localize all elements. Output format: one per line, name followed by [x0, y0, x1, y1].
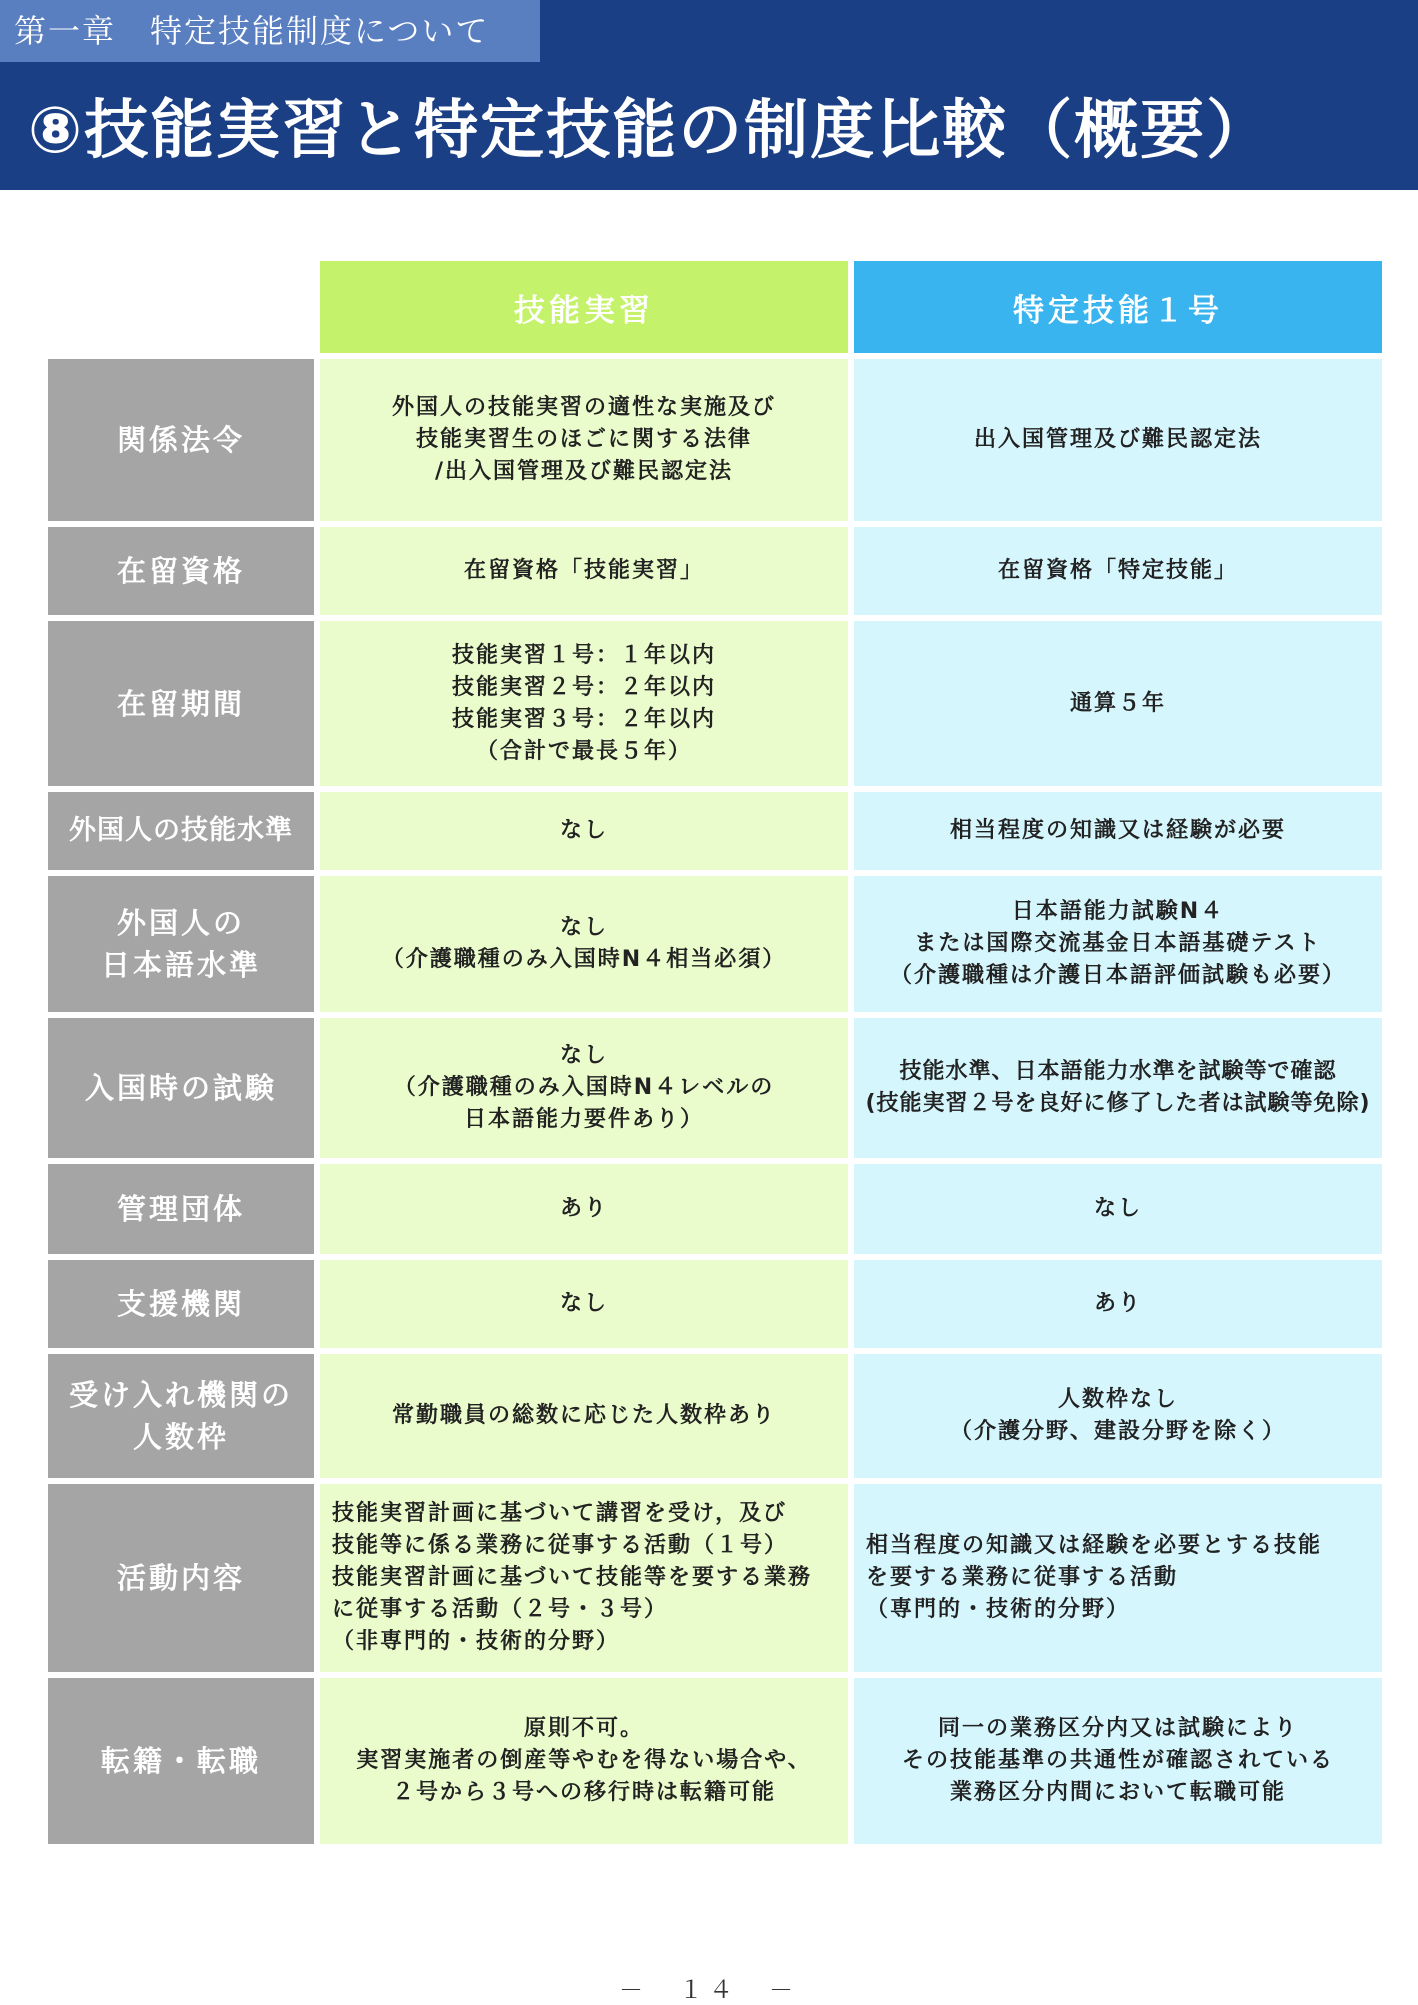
row-header-japanese-level: 外国人の 日本語水準 — [48, 876, 314, 1012]
column-header-technical-intern: 技能実習 — [320, 261, 848, 353]
row-header-residence-status: 在留資格 — [48, 527, 314, 615]
row-header-entry-exam: 入国時の試験 — [48, 1018, 314, 1158]
table-cell-technical-intern: なし （介護職種のみ入国時N４相当必須） — [320, 876, 848, 1012]
page-title: ⑧技能実習と特定技能の制度比較（概要） — [28, 94, 1273, 168]
table-cell-technical-intern: 技能実習計画に基づいて講習を受け，及び 技能等に係る業務に従事する活動（１号） 技能実習計画に基づいて技能等を要する業務 に従事する活動（２号・３号） （非専門的・技術的分野） — [320, 1484, 848, 1672]
comparison-table — [48, 261, 1382, 1844]
row-header-activities: 活動内容 — [48, 1484, 314, 1672]
row-header-skill-level: 外国人の技能水準 — [48, 792, 314, 870]
row-header-supervising-org: 管理団体 — [48, 1164, 314, 1254]
page-number: － １４ － — [619, 1976, 799, 2004]
table-cell-specified-skilled: 相当程度の知識又は経験が必要 — [854, 792, 1382, 870]
column-header-specified-skilled: 特定技能１号 — [854, 261, 1382, 353]
table-cell-specified-skilled: あり — [854, 1260, 1382, 1348]
row-header-residence-period: 在留期間 — [48, 621, 314, 786]
table-cell-specified-skilled: 出入国管理及び難民認定法 — [854, 359, 1382, 521]
table-cell-technical-intern: 技能実習１号：１年以内 技能実習２号：２年以内 技能実習３号：２年以内 （合計で最長５年） — [320, 621, 848, 786]
row-header-job-change: 転籍・転職 — [48, 1678, 314, 1844]
row-header-related-laws: 関係法令 — [48, 359, 314, 521]
table-cell-technical-intern: 外国人の技能実習の適性な実施及び 技能実習生のほごに関する法律 /出入国管理及び難民認定法 — [320, 359, 848, 521]
page-header — [0, 0, 1418, 190]
table-cell-specified-skilled: 同一の業務区分内又は試験により その技能基準の共通性が確認されている 業務区分内間において転職可能 — [854, 1678, 1382, 1844]
table-cell-specified-skilled: なし — [854, 1164, 1382, 1254]
row-header-support-org: 支援機関 — [48, 1260, 314, 1348]
table-cell-specified-skilled: 相当程度の知識又は経験を必要とする技能 を要する業務に従事する活動 （専門的・技術的分野） — [854, 1484, 1382, 1672]
table-cell-technical-intern: なし — [320, 1260, 848, 1348]
table-cell-specified-skilled: 通算５年 — [854, 621, 1382, 786]
table-cell-specified-skilled: 技能水準、日本語能力水準を試験等で確認 (技能実習２号を良好に修了した者は試験等免除) — [854, 1018, 1382, 1158]
table-cell-technical-intern: あり — [320, 1164, 848, 1254]
table-cell-technical-intern: なし — [320, 792, 848, 870]
row-header-quota: 受け入れ機関の 人数枠 — [48, 1354, 314, 1478]
table-cell-technical-intern: なし （介護職種のみ入国時N４レベルの 日本語能力要件あり） — [320, 1018, 848, 1158]
table-cell-specified-skilled: 人数枠なし （介護分野、建設分野を除く） — [854, 1354, 1382, 1478]
chapter-label: 第一章 特定技能制度について — [0, 0, 540, 62]
table-cell-technical-intern: 在留資格「技能実習」 — [320, 527, 848, 615]
table-corner — [48, 261, 314, 353]
table-cell-specified-skilled: 在留資格「特定技能」 — [854, 527, 1382, 615]
table-cell-specified-skilled: 日本語能力試験N４ または国際交流基金日本語基礎テスト （介護職種は介護日本語評価試験も必要） — [854, 876, 1382, 1012]
table-cell-technical-intern: 原則不可。 実習実施者の倒産等やむを得ない場合や、 ２号から３号への移行時は転籍可能 — [320, 1678, 848, 1844]
table-cell-technical-intern: 常勤職員の総数に応じた人数枠あり — [320, 1354, 848, 1478]
